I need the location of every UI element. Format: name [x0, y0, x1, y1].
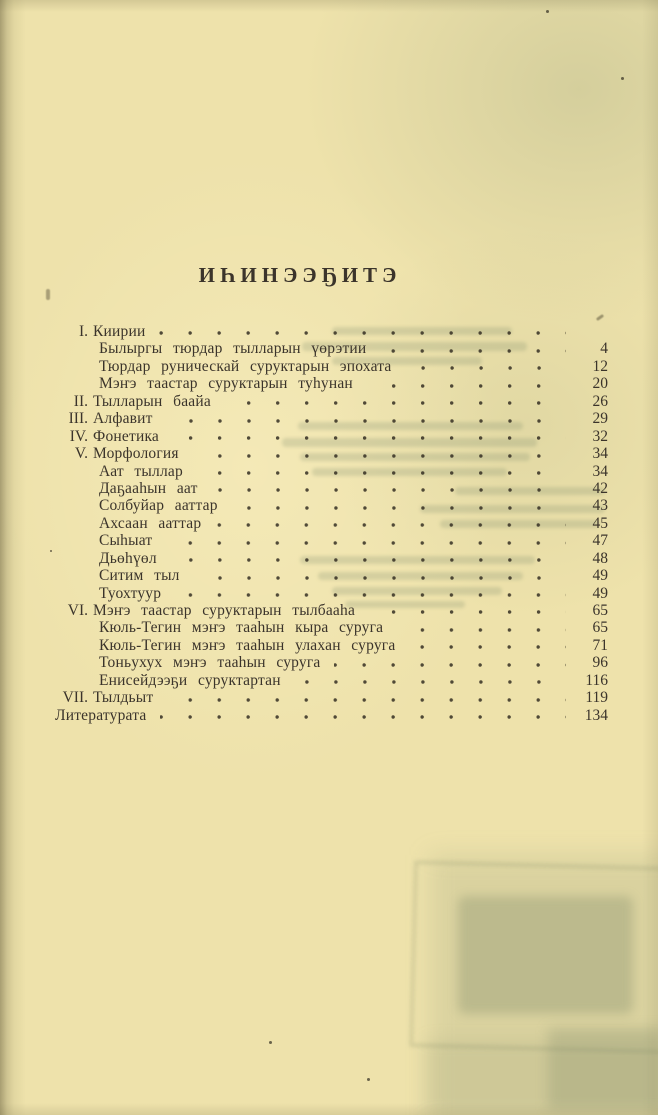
- toc-page-number: 48: [592, 549, 608, 567]
- toc-row: [52, 497, 608, 514]
- toc-row: [52, 619, 608, 636]
- toc-entry-label: Енисейдээҕи суруктартан: [99, 671, 281, 689]
- leader-dots: [159, 328, 566, 338]
- leader-dots: [215, 520, 566, 530]
- toc-row: [52, 393, 608, 410]
- toc-page-number: 96: [592, 654, 608, 672]
- toc-row: [52, 358, 608, 375]
- toc-entry-label: Солбуйар ааттар: [99, 497, 218, 515]
- page-title: ИҺИНЭЭҔИТЭ: [198, 263, 402, 287]
- toc-roman-numeral: III.: [68, 410, 88, 428]
- leader-dots: [167, 416, 566, 426]
- toc-page-number: 49: [592, 567, 608, 585]
- toc-page-number: 34: [592, 462, 608, 480]
- toc-entry-label: Фонетика: [93, 427, 160, 445]
- toc-roman-numeral: II.: [73, 392, 88, 410]
- toc-row: [52, 550, 608, 567]
- leader-dots: [171, 555, 566, 565]
- toc-page-number: 119: [585, 689, 608, 707]
- toc-page-number: 4: [600, 340, 608, 358]
- leader-dots: [380, 346, 566, 356]
- leader-dots: [367, 381, 566, 391]
- toc-row: [52, 689, 608, 706]
- toc-entry-label: Былыргы тюрдар тылларын үөрэтии: [99, 340, 367, 358]
- toc-roman-numeral: VI.: [67, 602, 88, 619]
- toc-entry-label: Ахсаан ааттар: [99, 514, 202, 532]
- stamp-show-through-blot: [458, 896, 633, 1014]
- leader-dots: [166, 538, 566, 548]
- toc-entry-label: Даҕааһын аат: [99, 479, 198, 497]
- toc-page-number: 65: [592, 619, 608, 637]
- toc-page-number: 12: [592, 357, 608, 375]
- ink-speck: [269, 1041, 272, 1044]
- toc-page-number: 65: [592, 602, 608, 619]
- toc-entry-label: Сыһыат: [99, 532, 153, 550]
- leader-dots: [369, 607, 566, 617]
- leader-dots: [197, 468, 566, 478]
- toc-entry-label: Туохтуур: [99, 584, 162, 602]
- ink-speck: [367, 1078, 370, 1081]
- toc-row: [52, 567, 608, 584]
- toc-entry-label: Дьөһүөл: [99, 549, 157, 567]
- toc-entry-label: Тылдьыт: [93, 689, 154, 707]
- toc-entry-label: Тюрдар руническай суруктарын эпохата: [99, 357, 392, 375]
- leader-dots: [175, 590, 566, 600]
- toc-row: [52, 323, 608, 340]
- toc-row: [52, 532, 608, 549]
- toc-row: [52, 637, 608, 654]
- leader-dots: [167, 695, 566, 705]
- toc-page-number: 71: [592, 636, 608, 654]
- toc-row: [52, 585, 608, 602]
- leader-dots: [160, 712, 566, 722]
- leader-dots: [232, 503, 566, 513]
- toc-entry-label: Тоньухух мэҥэ тааһын суруга: [99, 654, 321, 672]
- toc-entry-label: Аат тыллар: [99, 462, 183, 480]
- leader-dots: [193, 451, 566, 461]
- toc-entry-label: Морфология: [93, 445, 179, 463]
- toc-row: [52, 445, 608, 462]
- ink-speck: [546, 10, 549, 13]
- toc-entry-label: Алфавит: [93, 410, 153, 428]
- leader-dots: [173, 433, 566, 443]
- toc-row: [52, 602, 608, 619]
- leader-dots: [406, 363, 566, 373]
- toc-entry-label: Кюль-Тегин мэҥэ тааһын улахан суруга: [99, 636, 396, 654]
- toc-entry-label: Киирии: [93, 323, 146, 340]
- toc-page-number: 29: [592, 410, 608, 428]
- leader-dots: [212, 485, 566, 495]
- ink-smudge-mark: [46, 289, 50, 300]
- ink-speck: [621, 77, 624, 80]
- toc-page-number: 34: [592, 445, 608, 463]
- toc-page-number: 116: [585, 671, 608, 689]
- toc-page-number: 49: [592, 584, 608, 602]
- toc-row: [52, 410, 608, 427]
- toc-page-number: 43: [592, 497, 608, 515]
- toc-entry-label: Ситим тыл: [99, 567, 180, 585]
- toc-roman-numeral: VII.: [62, 689, 88, 707]
- toc-row: [52, 463, 608, 480]
- toc-row: [52, 672, 608, 689]
- toc-page-number: 26: [592, 392, 608, 410]
- toc-row: [52, 707, 608, 724]
- toc-entry-label: Кюль-Тегин мэҥэ тааһын кыра суруга: [99, 619, 384, 637]
- stamp-show-through-wash: [425, 1040, 658, 1115]
- toc-row: [52, 480, 608, 497]
- handwritten-tick: [596, 314, 604, 321]
- toc-page-number: 47: [592, 532, 608, 550]
- toc-row: [52, 654, 608, 671]
- toc-page-number: 134: [584, 706, 608, 724]
- leader-dots: [397, 625, 566, 635]
- toc-list: [52, 323, 608, 724]
- toc-roman-numeral: I.: [78, 323, 88, 340]
- toc-page-number: 32: [592, 427, 608, 445]
- toc-row: [52, 375, 608, 392]
- leader-dots: [295, 677, 566, 687]
- leader-dots: [409, 642, 566, 652]
- leader-dots: [194, 573, 566, 583]
- toc-entry-label: Литературата: [55, 706, 147, 724]
- toc-row: [52, 428, 608, 445]
- toc-row: [52, 340, 608, 357]
- toc-row: [52, 515, 608, 532]
- toc-entry-label: Мэҥэ таастар суруктарын тылбааһа: [93, 602, 356, 619]
- leader-dots: [334, 660, 566, 670]
- toc-page-number: 20: [592, 375, 608, 393]
- leader-dots: [225, 398, 566, 408]
- toc-entry-label: Мэҥэ таастар суруктарын туһунан: [99, 375, 353, 393]
- toc-roman-numeral: V.: [74, 445, 88, 463]
- toc-page-number: 42: [592, 479, 608, 497]
- toc-page-number: 45: [592, 514, 608, 532]
- toc-entry-label: Тылларын баайа: [93, 392, 211, 410]
- toc-roman-numeral: IV.: [69, 427, 88, 445]
